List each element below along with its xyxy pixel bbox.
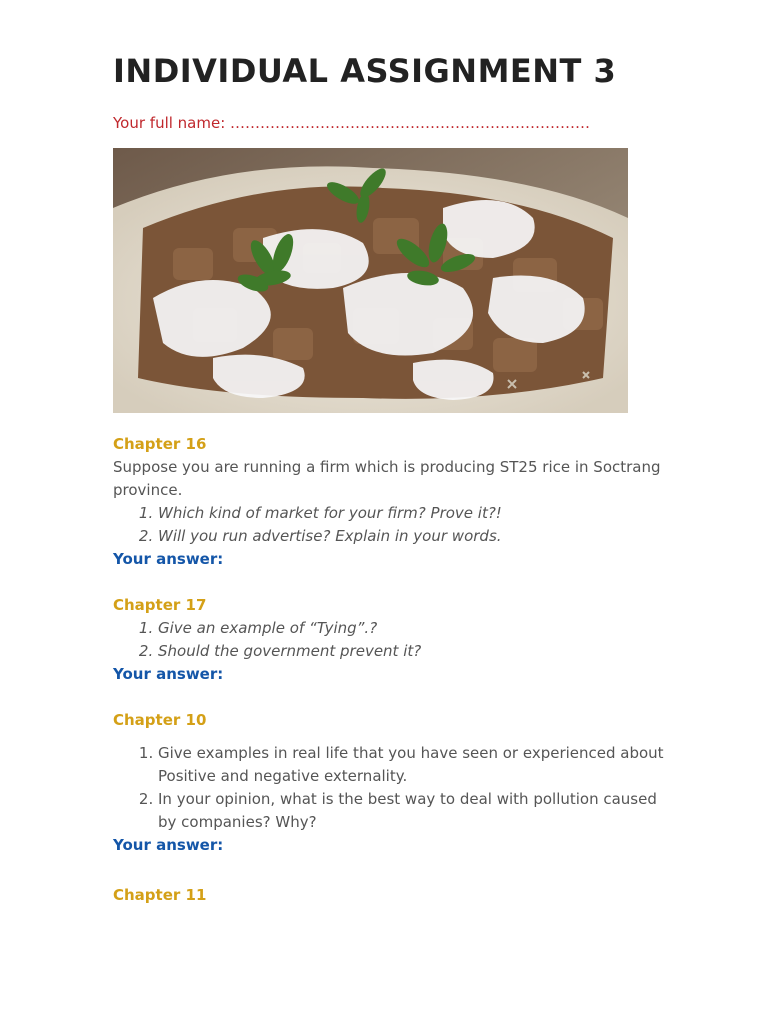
question-list	[113, 742, 678, 834]
section-chapter-17	[113, 594, 683, 686]
chapter-heading: Chapter 17	[113, 596, 207, 614]
chapter-heading: Chapter 10	[113, 711, 207, 729]
assignment-content	[113, 433, 683, 907]
answer-label: Your answer:	[113, 836, 224, 854]
question-item: 1. Give examples in real life that you have seen or experienced about Positive and negative externality.	[158, 742, 678, 788]
question-item: 2. Should the government prevent it?	[158, 640, 683, 663]
section-chapter-11	[113, 884, 683, 907]
full-name-prompt: Your full name: ………………………………………………………………	[113, 114, 591, 132]
page-title: INDIVIDUAL ASSIGNMENT 3	[113, 52, 617, 90]
question-item: 1. Which kind of market for your firm? Prove it?!	[158, 502, 683, 525]
answer-label: Your answer:	[113, 550, 224, 568]
question-list	[113, 502, 683, 548]
section-chapter-10	[113, 709, 683, 857]
chapter-heading: Chapter 16	[113, 435, 207, 453]
question-item: 1. Give an example of “Tying”.?	[158, 617, 683, 640]
question-list	[113, 617, 683, 663]
chapter-intro: Suppose you are running a firm which is producing ST25 rice in Soctrang province.	[113, 458, 661, 499]
question-item: 2. In your opinion, what is the best way to deal with pollution caused by companies? Why?	[158, 788, 678, 834]
food-photo-icon	[113, 148, 628, 413]
section-chapter-16	[113, 433, 683, 571]
food-photo	[113, 148, 628, 413]
question-item: 2. Will you run advertise? Explain in your words.	[158, 525, 683, 548]
answer-label: Your answer:	[113, 665, 224, 683]
chapter-heading: Chapter 11	[113, 886, 207, 904]
